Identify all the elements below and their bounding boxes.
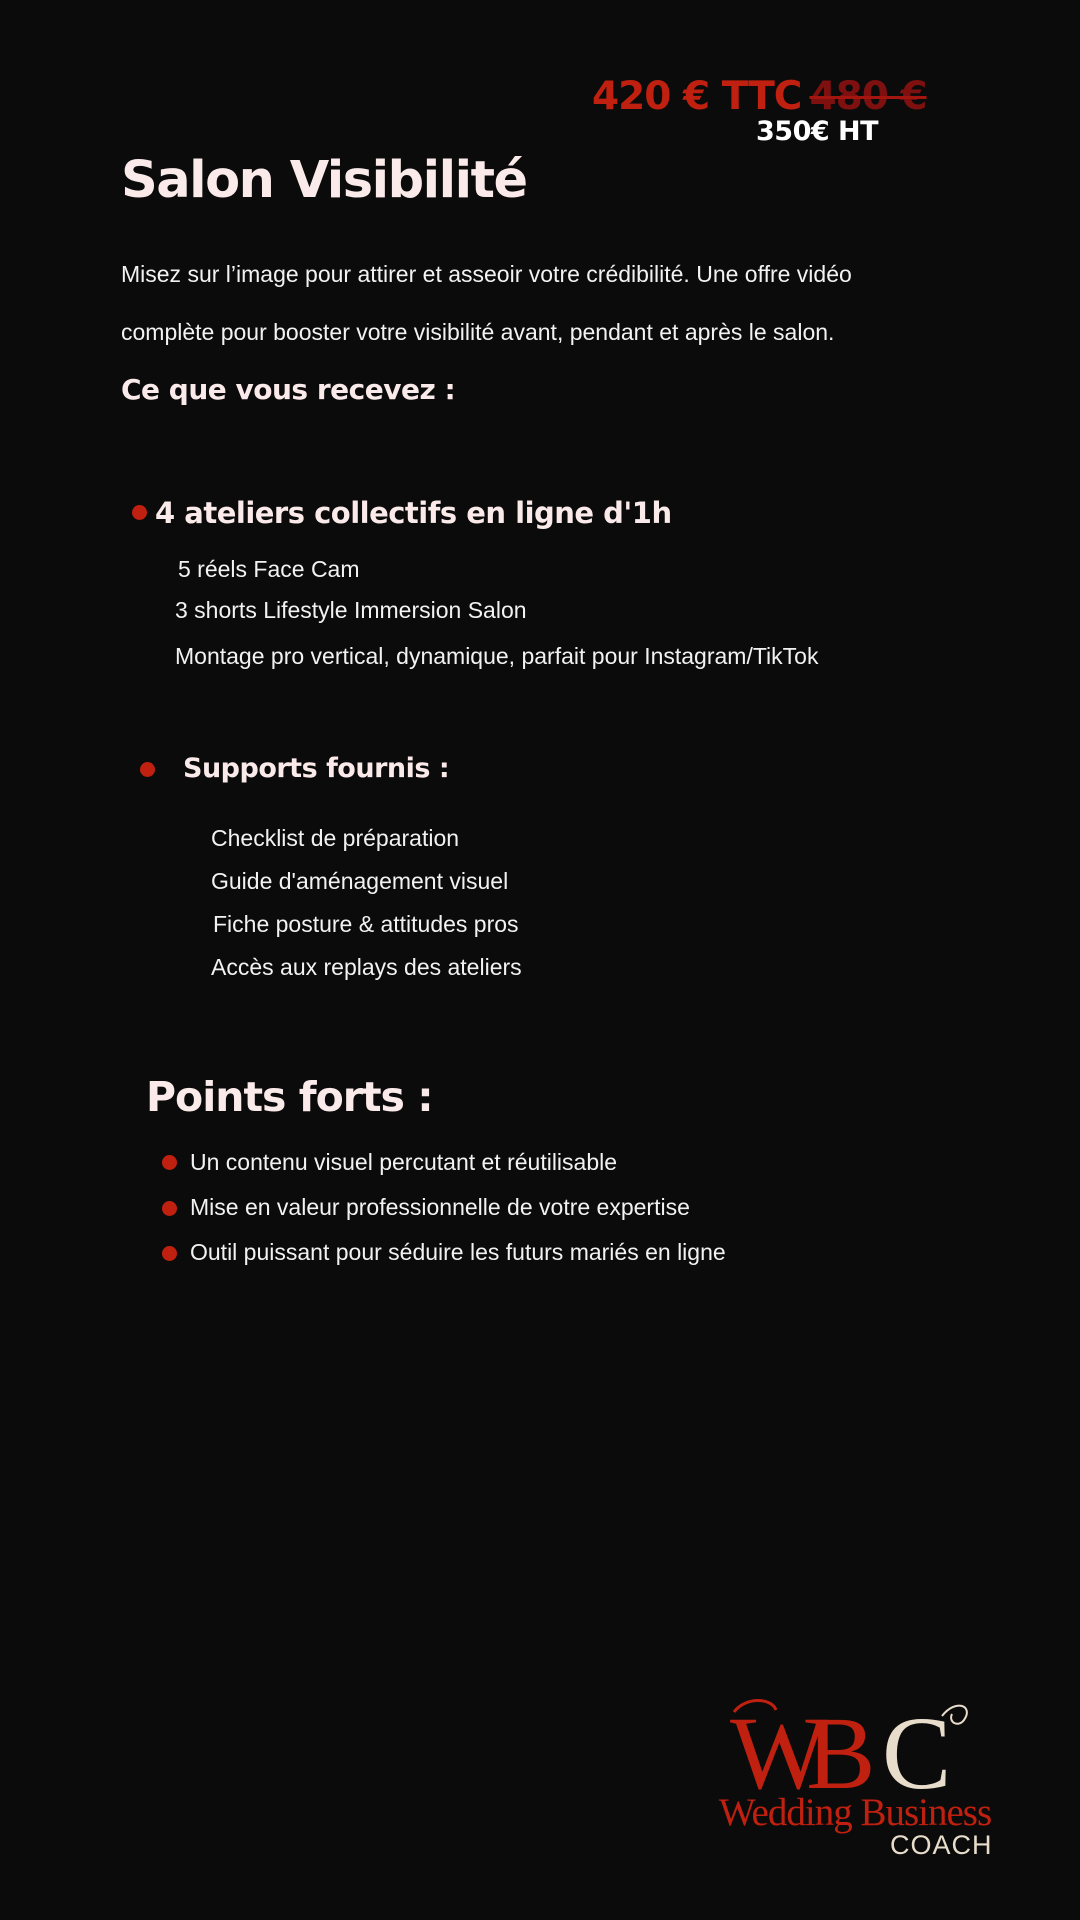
price-ttc-value: 420 € TTC bbox=[592, 74, 802, 119]
support-item: Accès aux replays des ateliers bbox=[211, 954, 522, 980]
supports-heading: Supports fournis : bbox=[183, 753, 450, 784]
price-old-strikethrough: 480 € bbox=[809, 74, 927, 119]
workshop-item: 3 shorts Lifestyle Immersion Salon bbox=[175, 597, 527, 623]
bullet-dot-icon bbox=[162, 1246, 177, 1261]
intro-paragraph: Misez sur l’image pour attirer et asseoir votre crédibilité. Une offre vidéo complète pour booster votre visibilité avant, pendant et après le salon. bbox=[121, 261, 852, 345]
support-item: Checklist de préparation bbox=[211, 825, 460, 851]
workshop-item: 5 réels Face Cam bbox=[178, 556, 360, 582]
support-item: Guide d'aménagement visuel bbox=[211, 868, 509, 894]
logo-sub: COACH bbox=[890, 1830, 993, 1860]
bullet-dot-icon bbox=[162, 1201, 177, 1216]
page-title: Salon Visibilité bbox=[121, 151, 527, 210]
strengths-heading: Points forts : bbox=[146, 1073, 433, 1121]
bullet-dot-icon bbox=[140, 762, 155, 777]
logo-name: Wedding Business bbox=[718, 1791, 992, 1834]
bullet-dot-icon bbox=[132, 505, 147, 520]
logo-monogram-c: C bbox=[882, 1696, 952, 1811]
workshop-item: Montage pro vertical, dynamique, parfait pour Instagram/TikTok bbox=[175, 643, 819, 669]
workshops-heading: 4 ateliers collectifs en ligne d'1h bbox=[155, 496, 672, 530]
price-ttc bbox=[592, 74, 927, 120]
bullet-dot-icon bbox=[162, 1155, 177, 1170]
support-item: Fiche posture & attitudes pros bbox=[213, 911, 519, 937]
strength-item: Mise en valeur professionnelle de votre expertise bbox=[190, 1194, 690, 1220]
receive-heading: Ce que vous recevez : bbox=[121, 373, 456, 406]
strength-item: Outil puissant pour séduire les futurs mariés en ligne bbox=[190, 1239, 726, 1265]
price-ht: 350€ HT bbox=[756, 116, 879, 147]
strength-item: Un contenu visuel percutant et réutilisable bbox=[190, 1149, 618, 1175]
logo-monogram-text bbox=[0, 0, 1, 1]
logo-monogram-wb: WB bbox=[730, 1696, 854, 1811]
